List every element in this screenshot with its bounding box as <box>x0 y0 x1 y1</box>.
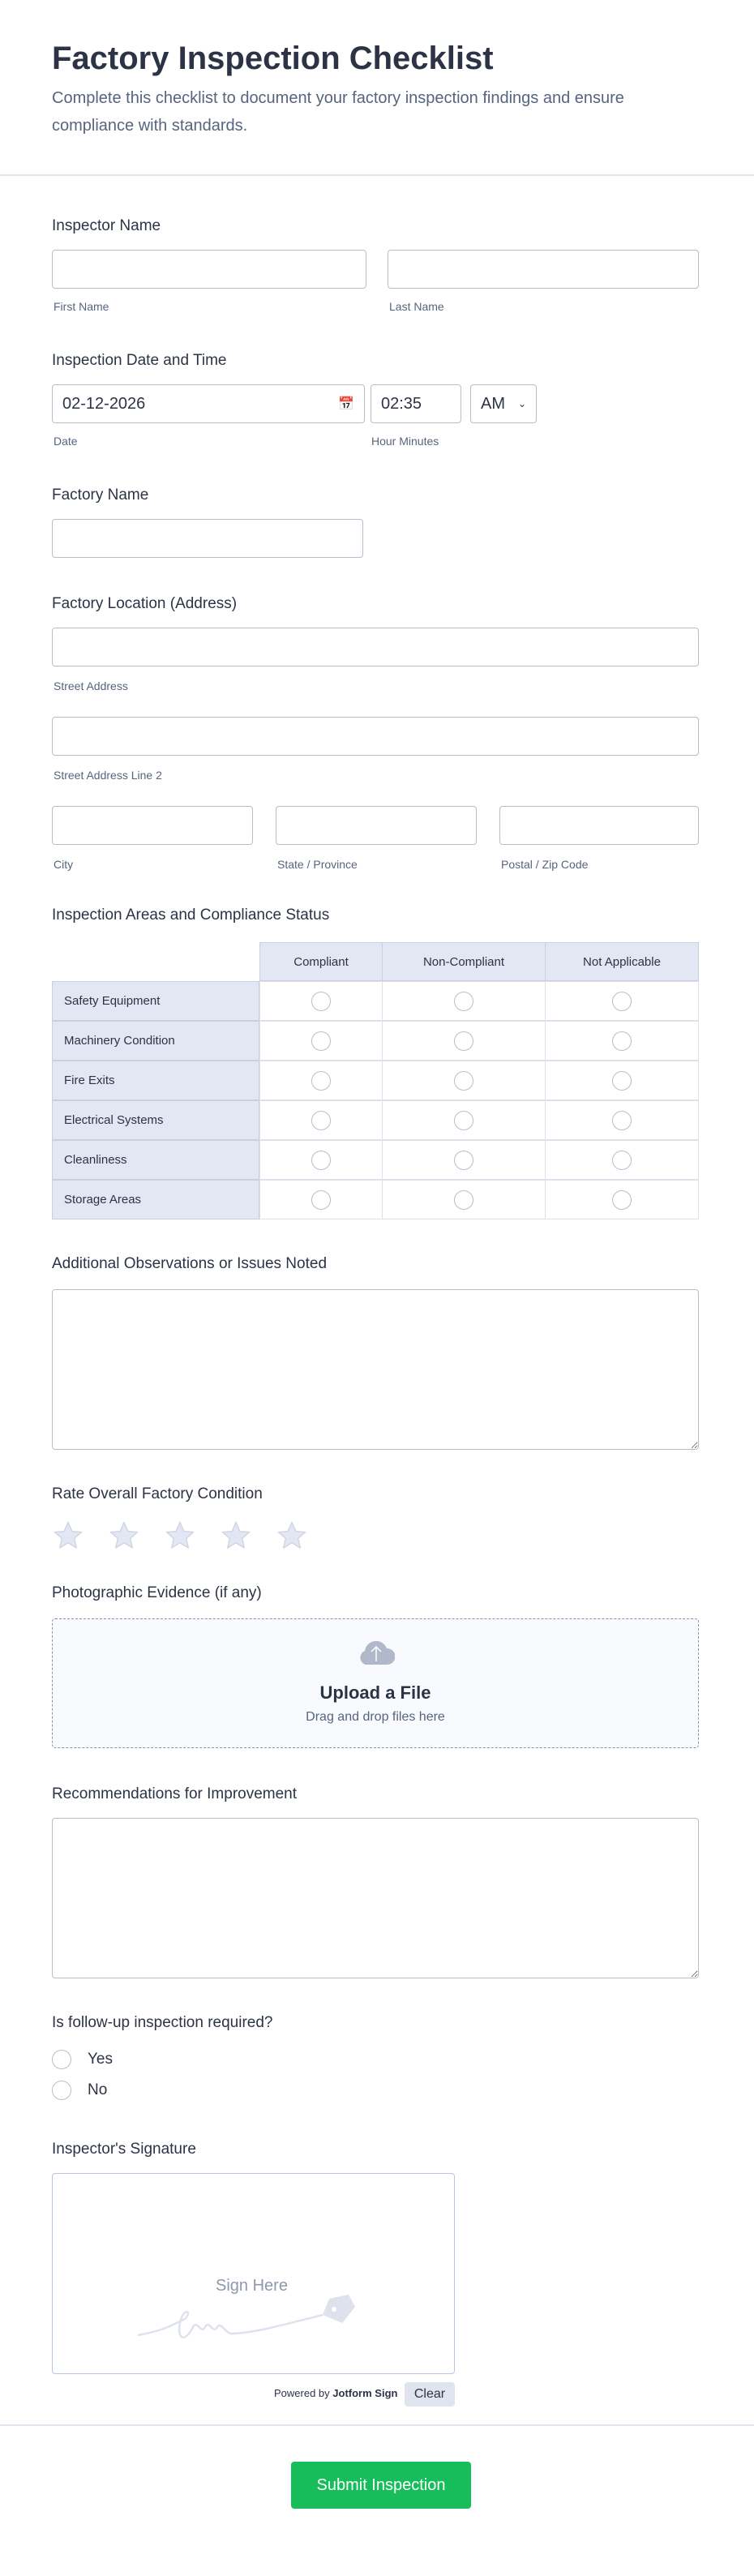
matrix-cell[interactable] <box>259 1140 383 1180</box>
matrix-cell[interactable] <box>545 1100 699 1140</box>
last-name-sublabel: Last Name <box>389 300 444 313</box>
row-label: Fire Exits <box>52 1061 259 1100</box>
signature-label: Inspector's Signature <box>52 2141 196 2158</box>
rating-label: Rate Overall Factory Condition <box>52 1485 263 1502</box>
radio-yes[interactable] <box>52 2050 71 2069</box>
matrix-radio[interactable] <box>311 1071 331 1091</box>
factory-name-input[interactable] <box>52 519 363 558</box>
address-label: Factory Location (Address) <box>52 595 238 612</box>
time-sublabel: Hour Minutes <box>371 435 439 448</box>
page-title: Factory Inspection Checklist <box>52 41 494 76</box>
street-input[interactable] <box>52 628 699 667</box>
ampm-value: AM <box>481 394 505 413</box>
star-icon[interactable] <box>276 1519 308 1552</box>
page-subtitle: Complete this checklist to document your factory inspection findings and ensure compliance with standards. <box>52 89 624 135</box>
upload-hint: Drag and drop files here <box>306 1710 445 1724</box>
row-label: Machinery Condition <box>52 1021 259 1061</box>
matrix-cell[interactable] <box>382 1180 546 1219</box>
matrix-radio[interactable] <box>454 1071 473 1091</box>
street2-input[interactable] <box>52 717 699 756</box>
matrix-radio[interactable] <box>311 1111 331 1130</box>
matrix-radio[interactable] <box>612 1111 632 1130</box>
submit-button[interactable]: Submit Inspection <box>291 2462 471 2509</box>
first-name-input[interactable] <box>52 250 366 289</box>
matrix-radio[interactable] <box>454 1151 473 1170</box>
factory-name-label: Factory Name <box>52 486 149 504</box>
row-label: Cleanliness <box>52 1140 259 1180</box>
cloud-upload-icon <box>358 1637 395 1666</box>
followup-option-no[interactable] <box>52 2081 107 2100</box>
column-header: Not Applicable <box>545 942 699 981</box>
divider <box>0 2424 754 2426</box>
matrix-radio[interactable] <box>311 1190 331 1210</box>
matrix-radio[interactable] <box>612 1151 632 1170</box>
signature-pen-icon <box>136 2295 371 2351</box>
option-label: No <box>88 2081 108 2098</box>
file-upload-dropzone[interactable] <box>52 1618 699 1748</box>
last-name-input[interactable] <box>388 250 699 289</box>
matrix-cell[interactable] <box>382 1021 546 1061</box>
matrix-cell[interactable] <box>259 981 383 1021</box>
row-label: Safety Equipment <box>52 981 259 1021</box>
recommendations-textarea[interactable] <box>52 1818 699 1978</box>
matrix-radio[interactable] <box>612 992 632 1011</box>
matrix-cell[interactable] <box>382 1100 546 1140</box>
powered-by-text: Powered by <box>274 2387 330 2399</box>
star-icon[interactable] <box>108 1519 140 1552</box>
column-header: Non-Compliant <box>382 942 546 981</box>
matrix-cell[interactable] <box>382 981 546 1021</box>
matrix-radio[interactable] <box>612 1190 632 1210</box>
street-sublabel: Street Address <box>54 679 128 692</box>
followup-option-yes[interactable] <box>52 2050 113 2069</box>
matrix-radio[interactable] <box>311 1031 331 1051</box>
option-label: Yes <box>88 2051 113 2068</box>
datetime-label: Inspection Date and Time <box>52 352 227 369</box>
followup-label: Is follow-up inspection required? <box>52 2014 273 2031</box>
matrix-cell[interactable] <box>545 1180 699 1219</box>
matrix-radio[interactable] <box>454 1190 473 1210</box>
matrix-label: Inspection Areas and Compliance Status <box>52 907 330 924</box>
radio-no[interactable] <box>52 2081 71 2100</box>
matrix-radio[interactable] <box>311 1151 331 1170</box>
chevron-down-icon: ⌄ <box>517 398 526 409</box>
state-sublabel: State / Province <box>277 858 358 871</box>
time-value: 02:35 <box>381 394 422 413</box>
clear-signature-button[interactable]: Clear <box>405 2382 455 2407</box>
upload-title: Upload a File <box>319 1682 431 1703</box>
postal-sublabel: Postal / Zip Code <box>501 858 589 871</box>
date-value: 02-12-2026 <box>62 394 146 413</box>
matrix-radio[interactable] <box>311 992 331 1011</box>
matrix-cell[interactable] <box>259 1061 383 1100</box>
star-icon[interactable] <box>220 1519 252 1552</box>
inspector-name-label: Inspector Name <box>52 217 161 234</box>
star-icon[interactable] <box>52 1519 84 1552</box>
recommendations-label: Recommendations for Improvement <box>52 1785 298 1802</box>
matrix-radio[interactable] <box>454 1111 473 1130</box>
sign-here-placeholder: Sign Here <box>216 2277 288 2295</box>
matrix-cell[interactable] <box>545 981 699 1021</box>
state-input[interactable] <box>276 806 477 845</box>
powered-by <box>274 2387 397 2399</box>
row-label: Electrical Systems <box>52 1100 259 1140</box>
matrix-cell[interactable] <box>545 1061 699 1100</box>
calendar-icon[interactable]: 📅 <box>338 397 354 411</box>
matrix-cell[interactable] <box>382 1061 546 1100</box>
matrix-radio[interactable] <box>454 1031 473 1051</box>
matrix-cell[interactable] <box>382 1140 546 1180</box>
matrix-radio[interactable] <box>612 1071 632 1091</box>
divider <box>0 174 754 176</box>
ampm-select[interactable] <box>470 384 537 423</box>
postal-input[interactable] <box>499 806 699 845</box>
matrix-cell[interactable] <box>259 1100 383 1140</box>
matrix-cell[interactable] <box>259 1021 383 1061</box>
time-input[interactable] <box>371 384 461 423</box>
city-sublabel: City <box>54 858 74 871</box>
matrix-cell[interactable] <box>545 1021 699 1061</box>
upload-label: Photographic Evidence (if any) <box>52 1584 262 1601</box>
brand-name: Jotform Sign <box>332 2387 398 2399</box>
street2-sublabel: Street Address Line 2 <box>54 769 162 782</box>
star-icon[interactable] <box>164 1519 196 1552</box>
matrix-radio[interactable] <box>612 1031 632 1051</box>
row-label: Storage Areas <box>52 1180 259 1219</box>
matrix-cell[interactable] <box>259 1180 383 1219</box>
city-input[interactable] <box>52 806 253 845</box>
column-header: Compliant <box>259 942 383 981</box>
date-input[interactable] <box>52 384 365 423</box>
observations-textarea[interactable] <box>52 1289 699 1450</box>
matrix-cell[interactable] <box>545 1140 699 1180</box>
date-sublabel: Date <box>54 435 78 448</box>
matrix-radio[interactable] <box>454 992 473 1011</box>
observations-label: Additional Observations or Issues Noted <box>52 1255 328 1272</box>
first-name-sublabel: First Name <box>54 300 109 313</box>
